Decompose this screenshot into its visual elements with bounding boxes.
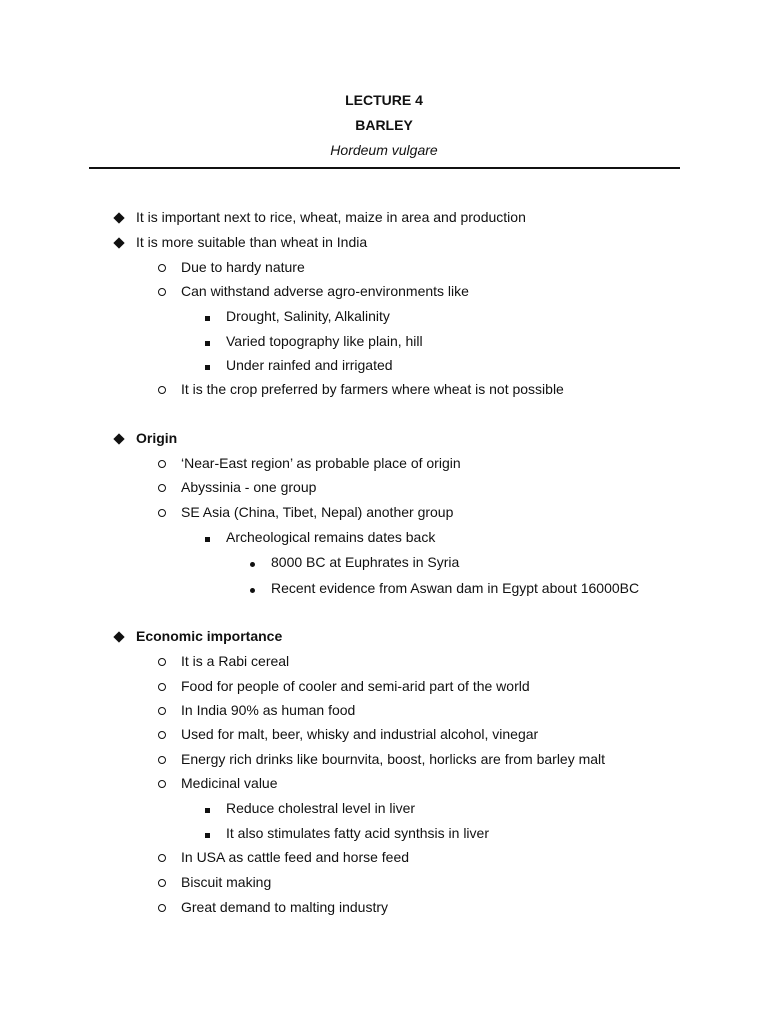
list-item-text: Reduce cholestral level in liver — [226, 800, 416, 816]
circle-bullet-icon — [155, 280, 169, 302]
circle-bullet-icon — [155, 256, 169, 278]
list-item-text: Biscuit making — [181, 874, 272, 890]
circle-bullet-icon — [155, 846, 169, 868]
list-item-text: Medicinal value — [181, 775, 278, 791]
list-item-text: Varied topography like plain, hill — [226, 333, 423, 349]
dot-bullet-icon — [245, 551, 259, 573]
list-item-text: It is the crop preferred by farmers where wheat is not possible — [181, 381, 564, 397]
circle-bullet-icon — [155, 650, 169, 672]
square-bullet-icon — [200, 354, 214, 376]
header-divider — [89, 167, 680, 169]
list-item-text: Energy rich drinks like bournvita, boost, horlicks are from barley malt — [181, 751, 606, 767]
list-item-text: It is a Rabi cereal — [181, 653, 290, 669]
list-item-text: Abyssinia - one group — [181, 479, 317, 495]
square-bullet-icon — [200, 797, 214, 819]
section-heading-text: Origin — [136, 430, 178, 446]
square-bullet-icon — [200, 822, 214, 844]
list-item-text: Can withstand adverse agro-environments like — [181, 283, 469, 299]
list-item-text: It is important next to rice, wheat, maize in area and production — [136, 209, 526, 225]
circle-bullet-icon — [155, 748, 169, 770]
circle-bullet-icon — [155, 378, 169, 400]
list-item-text: In USA as cattle feed and horse feed — [181, 849, 410, 865]
circle-bullet-icon — [155, 675, 169, 697]
list-item-text: Used for malt, beer, whisky and industrial alcohol, vinegar — [181, 726, 539, 742]
circle-bullet-icon — [155, 501, 169, 523]
lecture-number: LECTURE 4 — [345, 92, 423, 108]
circle-bullet-icon — [155, 476, 169, 498]
square-bullet-icon — [200, 305, 214, 327]
square-bullet-icon — [200, 330, 214, 352]
list-item-text: Recent evidence from Aswan dam in Egypt about 16000BC — [271, 580, 640, 596]
list-item-text: Drought, Salinity, Alkalinity — [226, 308, 390, 324]
diamond-bullet-icon — [112, 427, 126, 449]
diamond-bullet-icon — [112, 231, 126, 253]
circle-bullet-icon — [155, 772, 169, 794]
list-item-text: Due to hardy nature — [181, 259, 305, 275]
circle-bullet-icon — [155, 699, 169, 721]
list-item-text: SE Asia (China, Tibet, Nepal) another group — [181, 504, 454, 520]
circle-bullet-icon — [155, 723, 169, 745]
list-item-text: 8000 BC at Euphrates in Syria — [271, 554, 460, 570]
document-header — [0, 90, 768, 165]
list-item-text: Food for people of cooler and semi-arid part of the world — [181, 678, 530, 694]
section-heading-text: Economic importance — [136, 628, 283, 644]
scientific-name: Hordeum vulgare — [330, 142, 438, 158]
page-title: BARLEY — [355, 117, 413, 133]
diamond-bullet-icon — [112, 625, 126, 647]
diamond-bullet-icon — [112, 206, 126, 228]
circle-bullet-icon — [155, 896, 169, 918]
list-item-text: ‘Near-East region’ as probable place of origin — [181, 455, 461, 471]
dot-bullet-icon — [245, 577, 259, 599]
square-bullet-icon — [200, 526, 214, 548]
list-item-text: It also stimulates fatty acid synthsis in liver — [226, 825, 489, 841]
circle-bullet-icon — [155, 871, 169, 893]
list-item-text: Great demand to malting industry — [181, 899, 388, 915]
list-item-text: In India 90% as human food — [181, 702, 356, 718]
list-item-text: Archeological remains dates back — [226, 529, 436, 545]
circle-bullet-icon — [155, 452, 169, 474]
list-item-text: It is more suitable than wheat in India — [136, 234, 368, 250]
list-item-text: Under rainfed and irrigated — [226, 357, 393, 373]
